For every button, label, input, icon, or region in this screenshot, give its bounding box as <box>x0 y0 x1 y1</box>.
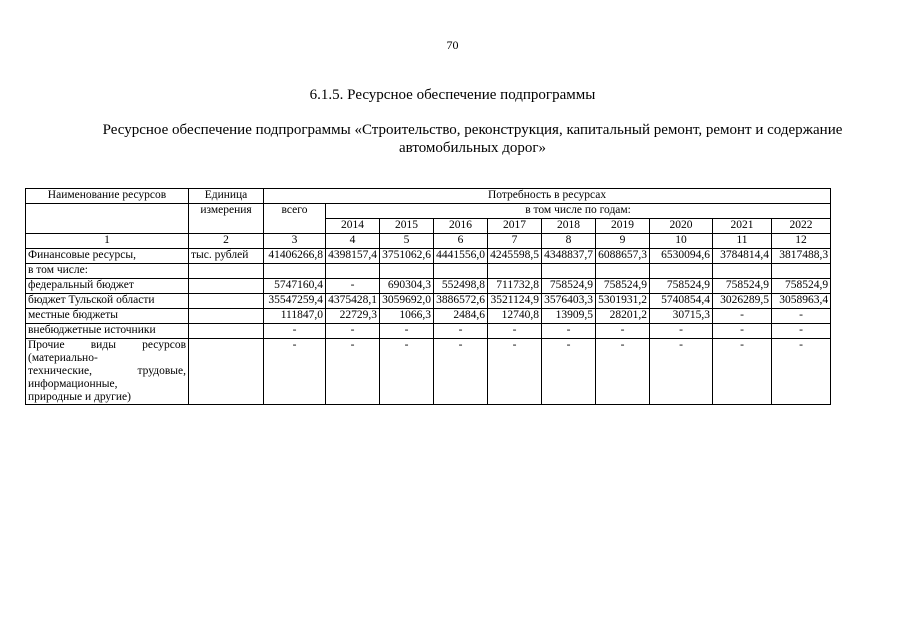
resources-table <box>25 188 831 405</box>
year-value-cell: 758524,9 <box>542 279 596 294</box>
page-number: 70 <box>446 38 459 52</box>
header-unit: Единица <box>189 189 264 204</box>
year-value-cell: 3521124,9 <box>488 294 542 309</box>
year-value-cell: - <box>434 324 488 339</box>
year-value-cell <box>380 264 434 279</box>
resource-name: местные бюджеты <box>26 309 189 324</box>
header-by-years: в том числе по годам: <box>326 204 831 219</box>
year-value-cell: - <box>542 324 596 339</box>
header-resource-name: Наименование ресурсов <box>26 189 189 204</box>
unit-cell <box>189 279 264 294</box>
year-value-cell: 6088657,3 <box>596 249 650 264</box>
year-value-cell: - <box>434 339 488 405</box>
year-value-cell: 12740,8 <box>488 309 542 324</box>
year-value-cell: - <box>488 339 542 405</box>
year-value-cell: 4245598,5 <box>488 249 542 264</box>
unit-cell: тыс. рублей <box>189 249 264 264</box>
total-cell <box>264 264 326 279</box>
year-value-cell: 3058963,4 <box>772 294 831 309</box>
header-year: 2021 <box>713 219 772 234</box>
year-value-cell: - <box>380 339 434 405</box>
year-value-cell: 3751062,6 <box>380 249 434 264</box>
year-value-cell: 3576403,3 <box>542 294 596 309</box>
header-year: 2022 <box>772 219 831 234</box>
year-value-cell: 1066,3 <box>380 309 434 324</box>
unit-cell <box>189 309 264 324</box>
column-number: 10 <box>650 234 713 249</box>
header-blank <box>264 219 326 234</box>
total-cell: 111847,0 <box>264 309 326 324</box>
column-number: 2 <box>189 234 264 249</box>
header-need: Потребность в ресурсах <box>264 189 831 204</box>
year-value-cell <box>488 264 542 279</box>
unit-cell <box>189 264 264 279</box>
resource-name-line: Прочие виды ресурсов <box>28 339 186 351</box>
year-value-cell: - <box>713 324 772 339</box>
year-value-cell: 4441556,0 <box>434 249 488 264</box>
year-value-cell: - <box>488 324 542 339</box>
table-row <box>26 294 831 309</box>
unit-cell <box>189 324 264 339</box>
year-value-cell <box>772 264 831 279</box>
table-row <box>26 249 831 264</box>
year-value-cell: - <box>542 339 596 405</box>
resource-name: бюджет Тульской области <box>26 294 189 309</box>
year-value-cell: - <box>650 339 713 405</box>
total-cell: 5747160,4 <box>264 279 326 294</box>
year-value-cell: 552498,8 <box>434 279 488 294</box>
year-value-cell: 3784814,4 <box>713 249 772 264</box>
year-value-cell: 13909,5 <box>542 309 596 324</box>
header-blank <box>26 204 189 219</box>
year-value-cell: - <box>772 309 831 324</box>
column-number: 7 <box>488 234 542 249</box>
year-value-cell: 5740854,4 <box>650 294 713 309</box>
table-row <box>26 264 831 279</box>
year-value-cell: 758524,9 <box>596 279 650 294</box>
column-number: 8 <box>542 234 596 249</box>
year-value-cell: - <box>380 324 434 339</box>
header-year: 2019 <box>596 219 650 234</box>
resource-name: Финансовые ресурсы, <box>26 249 189 264</box>
year-value-cell: 711732,8 <box>488 279 542 294</box>
table-row <box>26 309 831 324</box>
year-value-cell: 3026289,5 <box>713 294 772 309</box>
column-number: 6 <box>434 234 488 249</box>
header-year: 2018 <box>542 219 596 234</box>
year-value-cell <box>650 264 713 279</box>
resource-name: в том числе: <box>26 264 189 279</box>
unit-cell <box>189 339 264 405</box>
resource-name: внебюджетные источники <box>26 324 189 339</box>
column-number: 5 <box>380 234 434 249</box>
table-row <box>26 324 831 339</box>
year-value-cell: 2484,6 <box>434 309 488 324</box>
year-value-cell: - <box>326 279 380 294</box>
year-value-cell: - <box>650 324 713 339</box>
header-blank <box>26 219 189 234</box>
year-value-cell <box>542 264 596 279</box>
year-value-cell: 758524,9 <box>650 279 713 294</box>
year-value-cell: 4398157,4 <box>326 249 380 264</box>
resource-name-line: технические, трудовые, <box>28 365 186 377</box>
header-year: 2017 <box>488 219 542 234</box>
total-cell: - <box>264 324 326 339</box>
year-value-cell <box>596 264 650 279</box>
year-value-cell: - <box>596 324 650 339</box>
year-value-cell: 22729,3 <box>326 309 380 324</box>
column-number: 3 <box>264 234 326 249</box>
header-blank <box>189 219 264 234</box>
year-value-cell: 758524,9 <box>772 279 831 294</box>
year-value-cell: 5301931,2 <box>596 294 650 309</box>
year-value-cell: 4348837,7 <box>542 249 596 264</box>
year-value-cell: 3059692,0 <box>380 294 434 309</box>
column-number: 1 <box>26 234 189 249</box>
header-year: 2014 <box>326 219 380 234</box>
year-value-cell <box>434 264 488 279</box>
year-value-cell: - <box>326 324 380 339</box>
year-value-cell: 3817488,3 <box>772 249 831 264</box>
resource-name-line: информационные, <box>28 378 118 390</box>
year-value-cell: 3886572,6 <box>434 294 488 309</box>
year-value-cell: - <box>772 339 831 405</box>
year-value-cell: 4375428,1 <box>326 294 380 309</box>
year-value-cell <box>326 264 380 279</box>
year-value-cell: 28201,2 <box>596 309 650 324</box>
header-total: всего <box>264 204 326 219</box>
year-value-cell: - <box>772 324 831 339</box>
header-year: 2020 <box>650 219 713 234</box>
section-title: 6.1.5. Ресурсное обеспечение подпрограммы <box>309 87 596 103</box>
year-value-cell: 758524,9 <box>713 279 772 294</box>
year-value-cell: 6530094,6 <box>650 249 713 264</box>
year-value-cell: 30715,3 <box>650 309 713 324</box>
year-value-cell: - <box>326 339 380 405</box>
table-row <box>26 279 831 294</box>
year-value-cell: 690304,3 <box>380 279 434 294</box>
year-value-cell: - <box>713 339 772 405</box>
year-value-cell: - <box>713 309 772 324</box>
resource-name <box>26 339 189 405</box>
total-cell: 35547259,4 <box>264 294 326 309</box>
resource-name: федеральный бюджет <box>26 279 189 294</box>
total-cell: - <box>264 339 326 405</box>
header-year: 2015 <box>380 219 434 234</box>
year-value-cell <box>713 264 772 279</box>
column-number: 4 <box>326 234 380 249</box>
table-row <box>26 339 831 405</box>
total-cell: 41406266,8 <box>264 249 326 264</box>
header-unit-2: измерения <box>189 204 264 219</box>
resource-name-line: природные и другие) <box>28 391 131 403</box>
column-number: 9 <box>596 234 650 249</box>
unit-cell <box>189 294 264 309</box>
column-number: 11 <box>713 234 772 249</box>
header-year: 2016 <box>434 219 488 234</box>
resource-name-line: (материально- <box>28 352 98 364</box>
year-value-cell: - <box>596 339 650 405</box>
column-number: 12 <box>772 234 831 249</box>
document-title: Ресурсное обеспечение подпрограммы «Строительство, реконструкция, капитальный ремонт, ремонт и содержание автомобильных дорог» <box>102 122 843 156</box>
